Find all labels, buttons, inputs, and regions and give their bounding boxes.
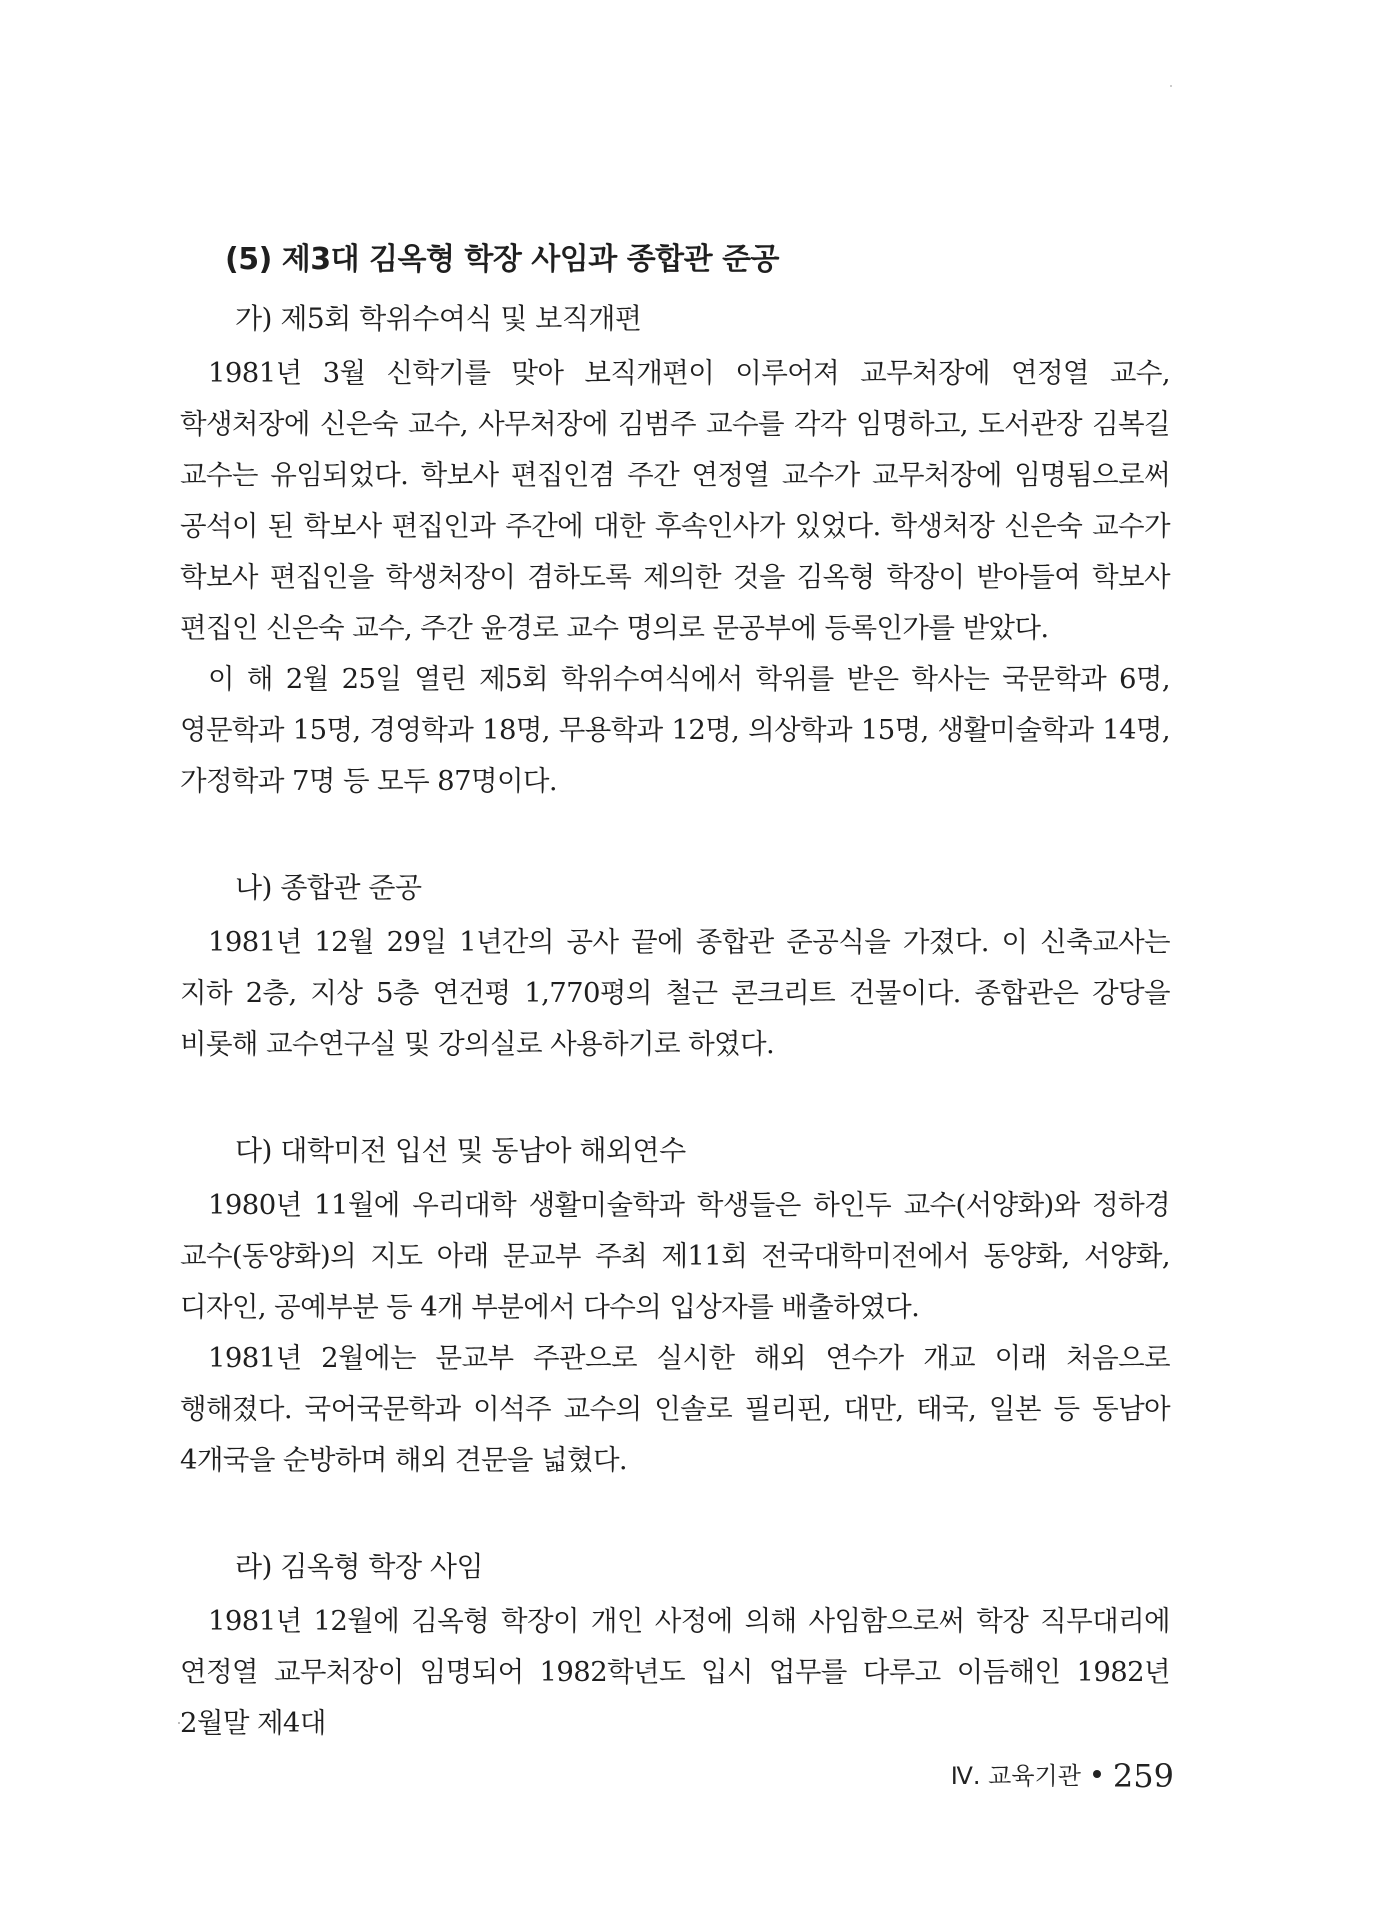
subsection-ra — [180, 1544, 1170, 1749]
page-number: 259 — [1112, 1757, 1174, 1795]
bullet-icon — [1093, 1770, 1101, 1778]
paragraph: 이 해 2월 25일 열린 제5회 학위수여식에서 학위를 받은 학사는 국문학과 6명, 영문학과 15명, 경영학과 18명, 무용학과 12명, 의상학과 15명, 생활미술학과 14명, 가정학과 7명 등 모두 87명이다. — [180, 663, 1170, 797]
scan-speck — [1170, 85, 1172, 87]
paragraph: 1980년 11월에 우리대학 생활미술학과 학생들은 하인두 교수(서양화)와 정하경 교수(동양화)의 지도 아래 문교부 주최 제11회 전국대학미전에서 동양화, 서양화, 디자인, 공예부분 등 4개 부분에서 다수의 입상자를 배출하였다. — [180, 1189, 1170, 1323]
subsection-ga — [180, 296, 1170, 807]
spacer — [180, 1486, 1170, 1544]
subsection-title: 나) 종합관 준공 — [235, 871, 422, 904]
spacer — [180, 807, 1170, 865]
page-footer — [951, 1755, 1174, 1796]
paragraph: 1981년 3월 신학기를 맞아 보직개편이 이루어져 교무처장에 연정열 교수, 학생처장에 신은숙 교수, 사무처장에 김범주 교수를 각각 임명하고, 도서관장 김복길 교수는 유임되었다. 학보사 편집인겸 주간 연정열 교수가 교무처장에 임명됨으로써 공석이 된 학보사 편집인과 주간에 대한 후속인사가 있었다. 학생처장 신은숙 교수가 학보사 편집인을 학생처장이 겸하도록 제의한 것을 김옥형 학장이 받아들여 학보사 편집인 신은숙 교수, 주간 윤경로 교수 명의로 문공부에 등록인가를 받았다. — [180, 357, 1170, 644]
chapter-label: Ⅳ. 교육기관 — [950, 1762, 1081, 1790]
spacer — [180, 1070, 1170, 1128]
paragraph: 1981년 2월에는 문교부 주관으로 실시한 해외 연수가 개교 이래 처음으로 행해졌다. 국어국문학과 이석주 교수의 인솔로 필리핀, 대만, 태국, 일본 등 동남아 4개국을 순방하며 해외 견문을 넓혔다. — [180, 1342, 1170, 1476]
subsection-na — [180, 865, 1170, 1070]
page-content — [180, 238, 1170, 1749]
subsection-da — [180, 1128, 1170, 1486]
subsection-title: 라) 김옥형 학장 사임 — [235, 1550, 484, 1583]
paragraph: 1981년 12월에 김옥형 학장이 개인 사정에 의해 사임함으로써 학장 직무대리에 연정열 교무처장이 임명되어 1982학년도 입시 업무를 다루고 이듬해인 1982년 2월말 제4대 — [180, 1605, 1170, 1739]
subsection-title: 다) 대학미전 입선 및 동남아 해외연수 — [235, 1134, 686, 1167]
subsection-title: 가) 제5회 학위수여식 및 보직개편 — [235, 302, 642, 335]
section-title: (5) 제3대 김옥형 학장 사임과 종합관 준공 — [225, 242, 780, 277]
paragraph: 1981년 12월 29일 1년간의 공사 끝에 종합관 준공식을 가졌다. 이 신축교사는 지하 2층, 지상 5층 연건평 1,770평의 철근 콘크리트 건물이다. 종합관은 강당을 비롯해 교수연구실 및 강의실로 사용하기로 하였다. — [180, 926, 1170, 1060]
